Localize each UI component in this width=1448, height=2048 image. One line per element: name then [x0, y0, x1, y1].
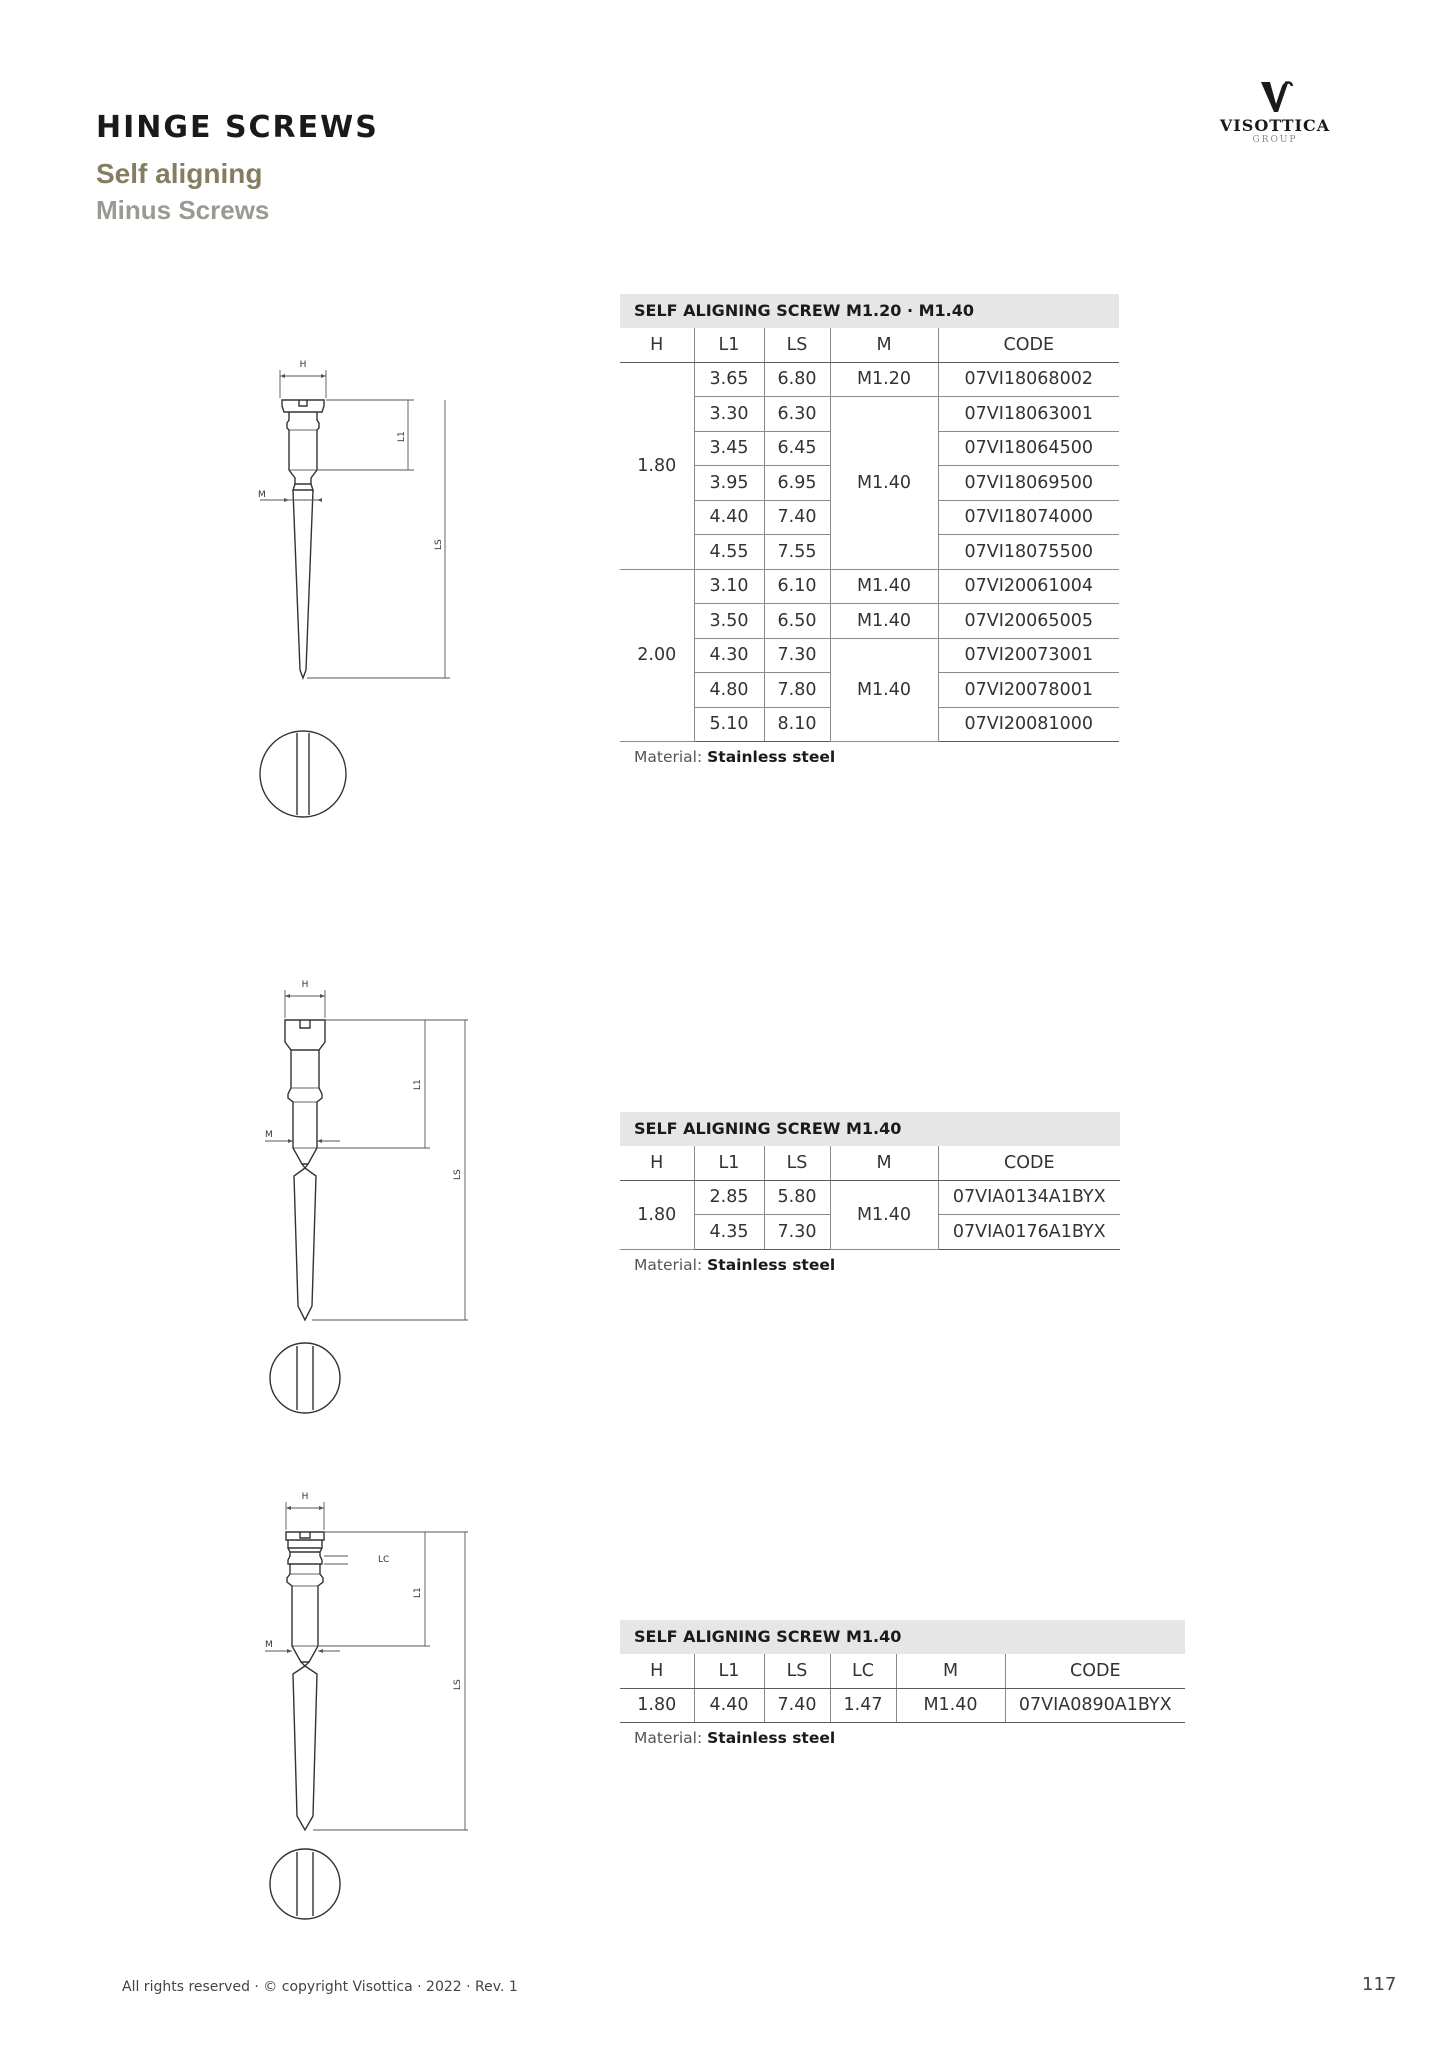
h-dim-label: H: [301, 1492, 309, 1502]
cell-code: 07VIA0890A1BYX: [1005, 1688, 1185, 1723]
cell-lc: 1.47: [830, 1688, 896, 1723]
header-h: H: [620, 1654, 694, 1688]
header-ls: LS: [764, 328, 830, 362]
header-ls: LS: [764, 1146, 830, 1180]
material-label: Material:: [634, 1255, 703, 1274]
cell-l1: 4.30: [694, 638, 764, 673]
page-subsubtitle: Minus Screws: [96, 195, 270, 225]
cell-ls: 6.80: [764, 362, 830, 397]
cell-l1: 4.35: [694, 1215, 764, 1250]
material-note: [620, 1729, 1185, 1747]
header-code: CODE: [938, 328, 1119, 362]
table-row: [620, 362, 1119, 397]
spec-table-1: [620, 328, 1119, 742]
cell-code: 07VI20078001: [938, 673, 1119, 708]
cell-l1: 3.10: [694, 569, 764, 604]
table-title: SELF ALIGNING SCREW M1.40: [620, 1620, 1185, 1654]
header-code: CODE: [1005, 1654, 1185, 1688]
cell-ls: 7.30: [764, 1215, 830, 1250]
cell-m: M1.40: [896, 1688, 1005, 1723]
screw-drawing-2: [240, 970, 480, 1420]
logo-name: VISOTTICA: [1219, 116, 1331, 135]
cell-m: M1.40: [830, 638, 938, 742]
screw-drawing-3: [240, 1480, 480, 1930]
material-value: Stainless steel: [707, 748, 836, 766]
header-ls: LS: [764, 1654, 830, 1688]
cell-code: 07VI20073001: [938, 638, 1119, 673]
l1-dim-label: L1: [397, 431, 407, 442]
cell-m: M1.40: [830, 397, 938, 570]
table-header-row: [620, 1654, 1185, 1688]
cell-l1: 4.80: [694, 673, 764, 708]
h-dim-label: H: [301, 980, 309, 990]
cell-ls: 6.95: [764, 466, 830, 501]
table-row: [620, 397, 1119, 432]
m-dim-label: M: [265, 1640, 273, 1650]
cell-ls: 6.30: [764, 397, 830, 432]
page-title: HINGE SCREWS: [96, 110, 379, 145]
material-value: Stainless steel: [707, 1729, 836, 1747]
cell-ls: 6.45: [764, 431, 830, 466]
cell-ls: 7.55: [764, 535, 830, 570]
cell-h: 1.80: [620, 362, 694, 569]
m-dim-label: M: [265, 1130, 273, 1140]
cell-code: 07VIA0176A1BYX: [938, 1215, 1120, 1250]
table-row: [620, 1688, 1185, 1723]
cell-h: 2.00: [620, 569, 694, 742]
cell-ls: 8.10: [764, 707, 830, 742]
cell-code: 07VI18074000: [938, 500, 1119, 535]
cell-l1: 4.40: [694, 500, 764, 535]
cell-ls: 6.50: [764, 604, 830, 639]
page-subtitle: Self aligning: [96, 158, 263, 189]
header-l1: L1: [694, 328, 764, 362]
header-lc: LC: [830, 1654, 896, 1688]
spec-table-3: [620, 1654, 1185, 1723]
l1-dim-label: L1: [413, 1079, 423, 1090]
cell-ls: 7.30: [764, 638, 830, 673]
cell-l1: 5.10: [694, 707, 764, 742]
cell-m: M1.20: [830, 362, 938, 397]
header-m: M: [830, 328, 938, 362]
header-m: M: [830, 1146, 938, 1180]
cell-l1: 3.65: [694, 362, 764, 397]
header-h: H: [620, 1146, 694, 1180]
cell-code: 07VI18068002: [938, 362, 1119, 397]
cell-l1: 4.55: [694, 535, 764, 570]
table-header-row: [620, 1146, 1120, 1180]
header-l1: L1: [694, 1654, 764, 1688]
material-label: Material:: [634, 1729, 703, 1747]
page-number: 117: [1362, 1974, 1397, 1995]
cell-h: 1.80: [620, 1688, 694, 1723]
table-row: [620, 1180, 1120, 1215]
cell-code: 07VI20061004: [938, 569, 1119, 604]
h-dim-label: H: [299, 360, 307, 370]
visottica-logo: [1215, 80, 1335, 145]
cell-code: 07VIA0134A1BYX: [938, 1180, 1120, 1215]
cell-code: 07VI20065005: [938, 604, 1119, 639]
cell-l1: 2.85: [694, 1180, 764, 1215]
cell-code: 07VI18064500: [938, 431, 1119, 466]
cell-code: 07VI18075500: [938, 535, 1119, 570]
header-code: CODE: [938, 1146, 1120, 1180]
header-m: M: [896, 1654, 1005, 1688]
cell-m: M1.40: [830, 1180, 938, 1249]
ls-dim-label: LS: [434, 539, 444, 550]
material-note: [620, 748, 1119, 766]
material-label: Material:: [634, 748, 703, 766]
visottica-v-icon: [1255, 80, 1295, 114]
cell-h: 1.80: [620, 1180, 694, 1249]
material-note: [620, 1256, 1120, 1274]
cell-ls: 7.40: [764, 500, 830, 535]
spec-block-1: [620, 294, 1119, 766]
material-value: Stainless steel: [707, 1255, 836, 1274]
table-header-row: [620, 328, 1119, 362]
cell-l1: 4.40: [694, 1688, 764, 1723]
m-dim-label: M: [258, 490, 266, 500]
header-h: H: [620, 328, 694, 362]
cell-l1: 3.95: [694, 466, 764, 501]
header-l1: L1: [694, 1146, 764, 1180]
l1-dim-label: L1: [413, 1587, 423, 1598]
cell-ls: 6.10: [764, 569, 830, 604]
cell-code: 07VI18063001: [938, 397, 1119, 432]
cell-l1: 3.50: [694, 604, 764, 639]
ls-dim-label: LS: [453, 1169, 463, 1180]
cell-l1: 3.45: [694, 431, 764, 466]
table-row: [620, 569, 1119, 604]
cell-m: M1.40: [830, 604, 938, 639]
cell-ls: 7.80: [764, 673, 830, 708]
lc-dim-label: LC: [378, 1555, 390, 1565]
footer-copyright: All rights reserved · © copyright Visottica · 2022 · Rev. 1: [122, 1979, 518, 1995]
table-row: [620, 638, 1119, 673]
logo-group: GROUP: [1252, 135, 1298, 145]
spec-block-2: [620, 1112, 1120, 1274]
table-title: SELF ALIGNING SCREW M1.20 · M1.40: [620, 294, 1119, 328]
cell-l1: 3.30: [694, 397, 764, 432]
spec-block-3: [620, 1620, 1185, 1747]
cell-m: M1.40: [830, 569, 938, 604]
cell-ls: 5.80: [764, 1180, 830, 1215]
table-title: SELF ALIGNING SCREW M1.40: [620, 1112, 1120, 1146]
cell-ls: 7.40: [764, 1688, 830, 1723]
table-row: [620, 604, 1119, 639]
screw-drawing-1: [240, 350, 470, 830]
cell-code: 07VI18069500: [938, 466, 1119, 501]
cell-code: 07VI20081000: [938, 707, 1119, 742]
spec-table-2: [620, 1146, 1120, 1250]
ls-dim-label: LS: [453, 1679, 463, 1690]
